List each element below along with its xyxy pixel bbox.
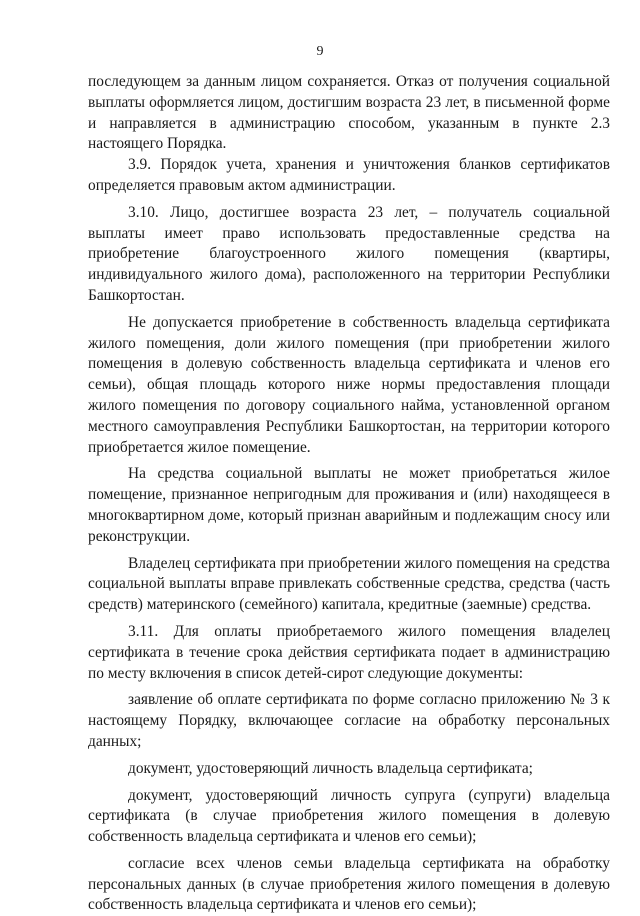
paragraph-3-10: 3.10. Лицо, достигшее возраста 23 лет, – получатель социальной выплаты имеет право использовать предоставленные средства на приобретение благоустроенного жилого помещения (квартиры, индивидуального жилого дома), расположенного на территории Республики Башкортостан. xyxy=(88,203,610,304)
paragraph-area-restriction: Не допускается приобретение в собственность владельца сертификата жилого помещения, доли жилого помещения (при приобретении жилого помещения в долевую собственность владельца сертификата и членов его семьи), общая площадь которого ниже нормы предоставления площади жилого помещения по договору социального найма, установленной органом местного самоуправления Республики Башкортостан, на территории которого приобретается жилое помещение. xyxy=(88,313,610,456)
list-item-spouse-identity: документ, удостоверяющий личность супруга (супруги) владельца сертификата (в случае приобретения жилого помещения в долевую собственность владельца сертификата и членов его семьи); xyxy=(88,786,610,846)
paragraph-3-11: 3.11. Для оплаты приобретаемого жилого помещения владелец сертификата в течение срока действия сертификата подает в администрацию по месту включения в список детей-сирот следующие документы: xyxy=(88,622,610,682)
list-item-owner-identity: документ, удостоверяющий личность владельца сертификата; xyxy=(128,759,533,777)
paragraph-own-funds: Владелец сертификата при приобретении жилого помещения на средства социальной выплаты вправе привлекать собственные средства, средства (часть средств) материнского (семейного) капитала, кредитные (заемные) средства. xyxy=(88,554,610,614)
list-item-payment-application: заявление об оплате сертификата по форме согласно приложению № 3 к настоящему Порядку, включающее согласие на обработку персональных данных; xyxy=(88,691,610,750)
document-body xyxy=(88,72,610,916)
paragraph-unfit-housing: На средства социальной выплаты не может приобретаться жилое помещение, признанное непригодным для проживания и (или) находящееся в многоквартирном доме, который признан аварийным и подлежащим сносу или реконструкции. xyxy=(88,465,610,545)
paragraph-continuation-refusal: последующем за данным лицом сохраняется. Отказ от получения социальной выплаты оформляется лицом, достигшим возраста 23 лет, в письменной форме и направляется в администрацию способом, указанным в пункте 2.3 настоящего Порядка. xyxy=(88,73,610,153)
paragraph-3-9: 3.9. Порядок учета, хранения и уничтожения бланков сертификатов определяется правовым актом администрации. xyxy=(88,156,610,194)
page-number: 9 xyxy=(316,44,324,59)
list-item-family-consent: согласие всех членов семьи владельца сертификата на обработку персональных данных (в случае приобретения жилого помещения в долевую собственность владельца сертификата и членов его семьи); xyxy=(88,854,610,914)
